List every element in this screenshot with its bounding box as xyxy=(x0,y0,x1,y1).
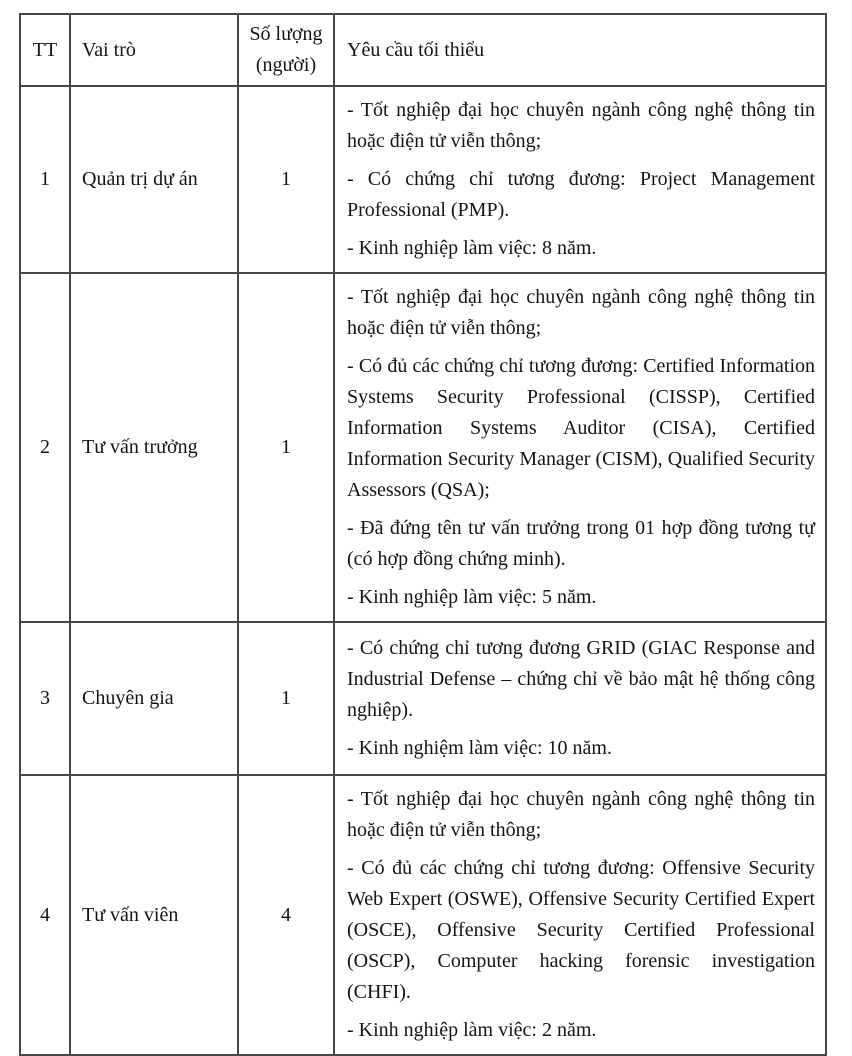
cell-quantity: 1 xyxy=(238,622,334,775)
cell-requirements xyxy=(334,86,826,273)
requirement-item: - Tốt nghiệp đại học chuyên ngành công nghệ thông tin hoặc điện tử viễn thông; xyxy=(347,99,815,152)
table-body xyxy=(20,86,826,1055)
cell-tt: 4 xyxy=(20,775,70,1055)
cell-role: Tư vấn trưởng xyxy=(70,273,238,622)
requirement-item: - Đã đứng tên tư vấn trưởng trong 01 hợp đồng tương tự (có hợp đồng chứng minh). xyxy=(347,517,815,570)
column-header-requirements: Yêu cầu tối thiểu xyxy=(334,14,826,86)
cell-tt: 1 xyxy=(20,86,70,273)
column-header-tt: TT xyxy=(20,14,70,86)
cell-role: Chuyên gia xyxy=(70,622,238,775)
requirement-item: - Kinh nghiệp làm việc: 8 năm. xyxy=(347,237,597,259)
requirement-item: - Kinh nghiệm làm việc: 10 năm. xyxy=(347,737,612,759)
requirement-item: - Có đủ các chứng chỉ tương đương: Offensive Security Web Expert (OSWE), Offensive Security Certified Expert (OSCE), Offensive Security Certified Professional (OSCP), Computer hacking forensic investigation (CHFI). xyxy=(347,857,815,1003)
cell-role: Quản trị dự án xyxy=(70,86,238,273)
cell-quantity: 1 xyxy=(238,86,334,273)
requirement-item: - Tốt nghiệp đại học chuyên ngành công nghệ thông tin hoặc điện tử viễn thông; xyxy=(347,286,815,339)
table-header xyxy=(20,14,826,86)
table-row-3 xyxy=(20,622,826,775)
cell-requirements xyxy=(334,775,826,1055)
header-row xyxy=(20,14,826,86)
cell-quantity: 4 xyxy=(238,775,334,1055)
requirement-item: - Có đủ các chứng chỉ tương đương: Certified Information Systems Security Professional (CISSP), Certified Information Systems Auditor (CISA), Certified Information Security Manager (CISM), Qualified Security Assessors (QSA); xyxy=(347,355,815,501)
table-row-4 xyxy=(20,775,826,1055)
cell-quantity: 1 xyxy=(238,273,334,622)
cell-tt: 2 xyxy=(20,273,70,622)
personnel-requirements-table xyxy=(19,13,827,1056)
requirement-item: - Tốt nghiệp đại học chuyên ngành công nghệ thông tin hoặc điện tử viễn thông; xyxy=(347,788,815,841)
requirement-item: - Có chứng chỉ tương đương: Project Management Professional (PMP). xyxy=(347,168,815,221)
table-row-1 xyxy=(20,86,826,273)
cell-requirements xyxy=(334,273,826,622)
column-header-role: Vai trò xyxy=(70,14,238,86)
cell-tt: 3 xyxy=(20,622,70,775)
column-header-quantity: Số lượng (người) xyxy=(238,14,334,86)
cell-role: Tư vấn viên xyxy=(70,775,238,1055)
requirement-item: - Kinh nghiệp làm việc: 2 năm. xyxy=(347,1019,597,1041)
cell-requirements xyxy=(334,622,826,775)
requirement-item: - Kinh nghiệp làm việc: 5 năm. xyxy=(347,586,597,608)
requirement-item: - Có chứng chỉ tương đương GRID (GIAC Response and Industrial Defense – chứng chỉ về bảo mật hệ thống công nghiệp). xyxy=(347,637,815,721)
table-row-2 xyxy=(20,273,826,622)
